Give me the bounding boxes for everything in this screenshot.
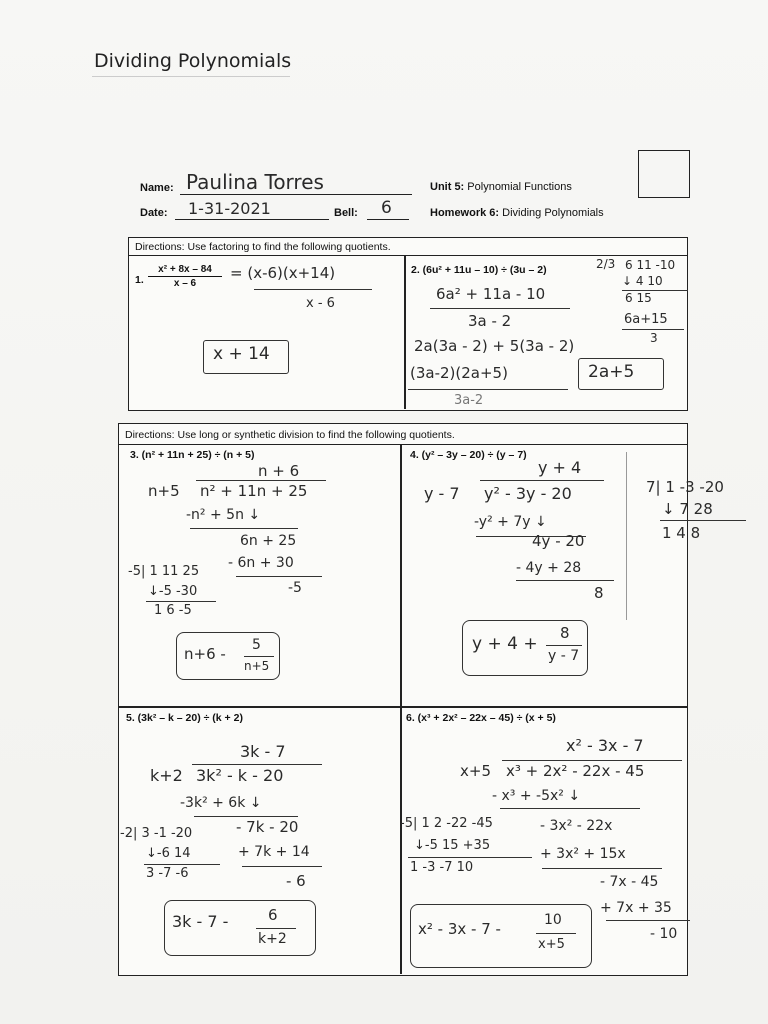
section1-divider <box>404 256 406 409</box>
division-section <box>118 423 688 976</box>
problem-6-line4: - 7x - 45 <box>600 874 659 890</box>
problem-2-step1: 6a² + 11a - 10 <box>436 285 546 303</box>
problem-4-division-bar <box>480 480 604 481</box>
problem-6-answer-num: 10 <box>544 912 562 928</box>
problem-6-label: 6. (x³ + 2x² – 22x – 45) ÷ (x + 5) <box>406 712 556 724</box>
problem-1-numerator: x² + 8x – 84 <box>158 264 212 275</box>
problem-4-answer-bar <box>546 645 582 646</box>
problem-5-answer-main: 3k - 7 - <box>172 912 229 931</box>
problem-3-answer-bar <box>244 656 274 657</box>
problem-1-work-denominator: x - 6 <box>306 296 335 311</box>
problem-3-divisor: n+5 <box>148 482 180 500</box>
problem-2-synthetic-divisor: 2/3 <box>596 257 616 271</box>
problem-3-answer-main: n+6 - <box>184 645 226 663</box>
problem-4-answer-num: 8 <box>560 624 570 642</box>
problem-5-divisor: k+2 <box>150 766 183 785</box>
date-label: Date: <box>140 207 168 219</box>
problem-2-step2: 2a(3a - 2) + 5(3a - 2) <box>414 337 575 355</box>
problem-6-sub-bar2 <box>542 868 662 869</box>
fraction-bar <box>148 276 222 277</box>
problem-3-sub-bar1 <box>190 528 298 529</box>
problem-6-remainder: - 10 <box>650 926 678 942</box>
problem-3-label: 3. (n² + 11n + 25) ÷ (n + 5) <box>130 449 255 461</box>
problem-5-sub-bar2 <box>242 866 322 867</box>
problem-4-synthetic-row3: 1 4 8 <box>662 524 701 542</box>
problem-4-line3: - 4y + 28 <box>516 560 582 576</box>
problem-4-label: 4. (y² – 3y – 20) ÷ (y – 7) <box>410 449 527 461</box>
problem-3-line1: -n² + 5n ↓ <box>186 507 261 523</box>
worksheet-title: Dividing Polynomials <box>94 50 292 72</box>
problem-3-line3: - 6n + 30 <box>228 555 294 571</box>
problem-6-line2: - 3x² - 22x <box>540 818 613 834</box>
problem-6-synthetic-row3: 1 -3 -7 10 <box>410 860 474 875</box>
problem-6-quotient: x² - 3x - 7 <box>566 736 644 755</box>
problem-3-sub-bar2 <box>236 576 322 577</box>
date-value: 1-31-2021 <box>188 199 271 218</box>
problem-2-synthetic-den: 3 <box>650 331 658 345</box>
problem-4-line2: 4y - 20 <box>532 532 585 550</box>
problem-5-synthetic-row1: -2| 3 -1 -20 <box>120 826 193 841</box>
problem-2-synthetic-row1: 6 11 -10 <box>625 258 676 272</box>
problem-5-answer-den: k+2 <box>258 931 287 947</box>
homework-label: Homework 6: Dividing Polynomials <box>430 207 604 219</box>
problem-6-divisor: x+5 <box>460 762 491 780</box>
problem-1-work-bar <box>254 289 372 290</box>
bell-label: Bell: <box>334 207 358 219</box>
problem-5-answer-bar <box>256 928 296 929</box>
problem-1-number: 1. <box>135 274 144 286</box>
problem-1-fraction <box>148 264 222 289</box>
problem-4-sub-bar2 <box>516 580 614 581</box>
problem-2-step3-den: 3a-2 <box>454 393 484 408</box>
problem-4-line1: -y² + 7y ↓ <box>474 514 547 530</box>
problem-3-synthetic-row2: ↓-5 -30 <box>148 584 198 599</box>
problem-6-sub-bar3 <box>606 920 690 921</box>
problem-6-answer-main: x² - 3x - 7 - <box>418 920 501 938</box>
problem-6-line3: + 3x² + 15x <box>540 846 626 862</box>
problem-2-synthetic-row2: ↓ 4 10 <box>622 274 663 288</box>
problem-5-dividend: 3k² - k - 20 <box>196 766 284 785</box>
problem-6-sub-bar1 <box>500 808 640 809</box>
problem-2-label: 2. (6u² + 11u – 10) ÷ (3u – 2) <box>411 264 547 276</box>
problem-2-synthetic-row3: 6 15 <box>625 291 652 305</box>
problem-6-synthetic-row2: ↓-5 15 +35 <box>414 838 491 853</box>
problem-3-line2: 6n + 25 <box>240 533 297 549</box>
problem-3-division-bar <box>196 480 326 481</box>
bell-value: 6 <box>381 198 392 218</box>
problem-5-division-bar <box>192 764 322 765</box>
problem-2-step3: (3a-2)(2a+5) <box>410 364 508 382</box>
problem-1-answer: x + 14 <box>213 344 270 364</box>
name-underline <box>180 194 412 195</box>
problem-5-answer-num: 6 <box>268 906 278 924</box>
problem-4-work-divider <box>626 452 627 620</box>
problem-5-label: 5. (3k² – k – 20) ÷ (k + 2) <box>126 712 243 724</box>
problem-5-sub-bar1 <box>194 816 298 817</box>
date-underline <box>175 219 329 220</box>
problem-5-synthetic-row2: ↓-6 14 <box>146 846 191 861</box>
problem-4-synthetic-row2: ↓ 7 28 <box>662 500 713 518</box>
problem-6-line1: - x³ + -5x² ↓ <box>492 788 581 804</box>
division-directions: Directions: Use long or synthetic division to find the following quotients. <box>119 424 687 445</box>
problem-2-step1-bar <box>430 308 570 309</box>
problem-4-dividend: y² - 3y - 20 <box>484 484 572 503</box>
problem-6-synthetic-bar <box>408 857 532 858</box>
problem-4-answer-main: y + 4 + <box>472 634 538 654</box>
problem-3-remainder: -5 <box>288 580 302 596</box>
score-box <box>638 150 690 198</box>
problem-2-synthetic-result: 6a+15 <box>624 312 668 327</box>
problem-6-answer-bar <box>536 933 576 934</box>
problem-2-synthetic-result-bar <box>622 329 684 330</box>
unit-label: Unit 5: Polynomial Functions <box>430 181 572 193</box>
problem-5-line3: + 7k + 14 <box>238 844 310 860</box>
problem-5-remainder: - 6 <box>286 872 306 890</box>
problem-3-answer-num: 5 <box>252 637 261 653</box>
problem-4-answer-den: y - 7 <box>548 648 580 664</box>
problem-1-work-factored: = (x-6)(x+14) <box>230 264 336 282</box>
problem-3-dividend: n² + 11n + 25 <box>200 482 308 500</box>
bell-underline <box>367 219 409 220</box>
problem-4-synthetic-row1: 7| 1 -3 -20 <box>646 478 724 496</box>
problem-4-quotient: y + 4 <box>538 458 582 477</box>
problem-4-remainder: 8 <box>594 584 604 602</box>
problem-6-synthetic-row1: -5| 1 2 -22 -45 <box>400 816 493 831</box>
problem-6-dividend: x³ + 2x² - 22x - 45 <box>506 762 645 780</box>
problem-2-answer: 2a+5 <box>588 362 635 382</box>
problem-5-quotient: 3k - 7 <box>240 742 286 761</box>
name-label: Name: <box>140 182 174 194</box>
problem-5-synthetic-row3: 3 -7 -6 <box>146 866 189 881</box>
problem-4-synthetic-bar <box>660 520 746 521</box>
title-rule <box>92 76 290 77</box>
name-value: Paulina Torres <box>186 170 324 194</box>
problem-3-synthetic-bar <box>146 601 216 602</box>
problem-2-step1-den: 3a - 2 <box>468 312 512 330</box>
problem-6-line5: + 7x + 35 <box>600 900 672 916</box>
problem-3-synthetic-row1: -5| 1 11 25 <box>128 564 200 579</box>
problem-3-quotient: n + 6 <box>258 462 300 480</box>
problem-5-line2: - 7k - 20 <box>236 818 299 836</box>
problem-3-synthetic-row3: 1 6 -5 <box>154 603 192 618</box>
problem-5-synthetic-bar <box>144 864 220 865</box>
problem-6-answer-den: x+5 <box>538 937 565 952</box>
problem-3-answer-den: n+5 <box>244 659 270 673</box>
factoring-directions: Directions: Use factoring to find the following quotients. <box>129 238 687 256</box>
problem-1-denominator: x – 6 <box>173 278 197 289</box>
problem-5-line1: -3k² + 6k ↓ <box>180 795 262 811</box>
problem-2-step3-bar <box>408 389 568 390</box>
problem-4-divisor: y - 7 <box>424 484 460 503</box>
section2-vertical-divider <box>400 445 402 974</box>
section2-horizontal-divider <box>118 706 687 708</box>
problem-6-division-bar <box>502 760 682 761</box>
